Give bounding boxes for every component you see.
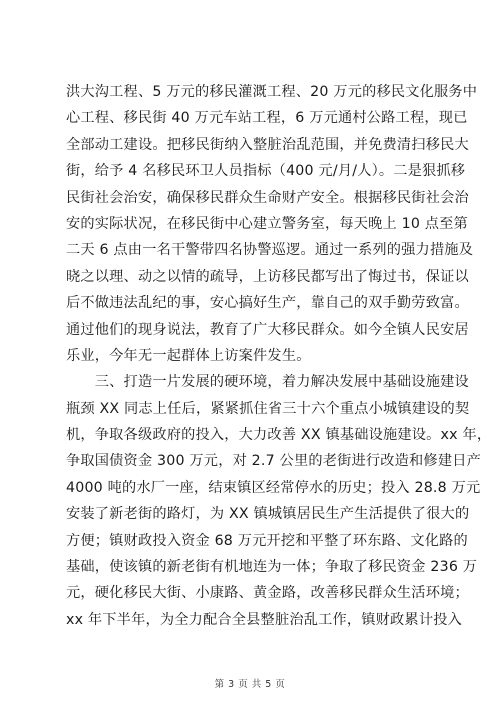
text-line: 方便；镇财政投入资金 68 万元开挖和平整了环东路、文化路的 — [66, 532, 468, 549]
text-line: 乐业，今年无一起群体上访案件发生。 — [66, 347, 311, 364]
text-line: 洪大沟工程、5 万元的移民灌溉工程、20 万元的移民文化服务中 — [66, 84, 478, 100]
text-line: 晓之以理、动之以情的疏导，上访移民都写出了悔过书，保证以 — [66, 268, 469, 285]
text-line: 安的实际状况，在移民街中心建立警务室，每天晚上 10 点至第 — [66, 215, 468, 232]
text-line: 元，硬化移民大街、小康路、黄金路，改善移民群众生活环境； — [66, 585, 469, 602]
text-line: 通过他们的现身说法，教育了广大移民群众。如今全镇人民安居 — [66, 321, 469, 338]
text-line: 街，给予 4 名移民环卫人员指标（400 元/月/人）。二是狠抓移 — [66, 163, 466, 180]
text-line: xx 年下半年，为全力配合全县整脏治乱工作，镇财政累计投入 — [66, 611, 462, 628]
text-line: 机，争取各级政府的投入，大力改善 XX 镇基础设施建设。xx 年， — [66, 427, 492, 444]
text-line: 后不做违法乱纪的事，安心搞好生产，靠自己的双手勤劳致富。 — [66, 295, 469, 312]
page-number-footer: 第 3 页 共 5 页 — [214, 679, 286, 690]
section-heading-line: 三、打造一片发展的硬环境，着力解决发展中基础设施建设 — [66, 374, 469, 391]
text-line: 争取国债资金 300 万元，对 2.7 公里的老街进行改造和修建日产 — [66, 453, 481, 470]
text-line: 二天 6 点由一名干警带四名协警巡逻。通过一系列的强力措施及 — [66, 242, 474, 259]
text-line: 4000 吨的水厂一座，结束镇区经常停水的历史；投入 28.8 万元 — [66, 479, 481, 496]
text-line: 全部动工建设。把移民街纳入整脏治乱范围，并免费清扫移民大 — [66, 136, 469, 153]
text-line: 安装了新老街的路灯，为 XX 镇城镇居民生产生活提供了很大的 — [66, 506, 470, 523]
body-text — [66, 79, 492, 633]
text-line: 瓶颈 XX 同志上任后，紧紧抓住省三十六个重点小城镇建设的契 — [66, 400, 470, 417]
text-line: 心工程、移民街 40 万元车站工程，6 万元通村公路工程，现已 — [66, 110, 468, 127]
text-line: 民街社会治安，确保移民群众生命财产安全。根据移民街社会治 — [66, 189, 469, 206]
text-line: 基础，使该镇的新老街有机地连为一体；争取了移民资金 236 万 — [66, 559, 478, 576]
